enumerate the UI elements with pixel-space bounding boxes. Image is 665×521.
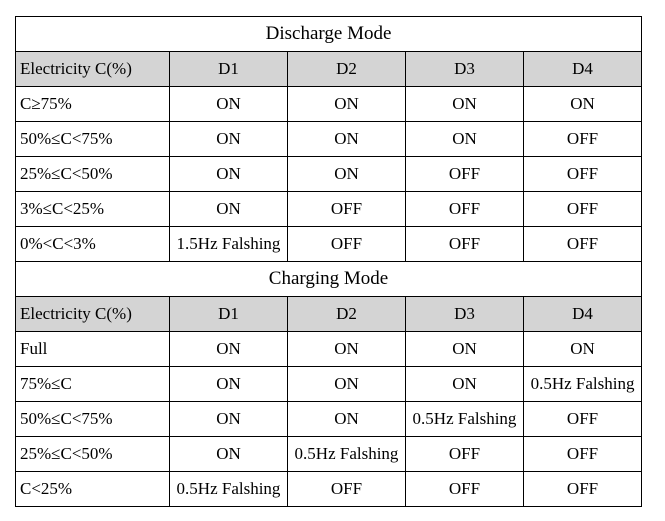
- table-cell: ON: [288, 402, 406, 437]
- row-label: 3%≤C<25%: [16, 192, 170, 227]
- table-cell: OFF: [288, 227, 406, 262]
- discharge-title-row: [16, 17, 642, 52]
- table-cell: 0.5Hz Falshing: [524, 367, 642, 402]
- table-cell: ON: [170, 332, 288, 367]
- row-label: C≥75%: [16, 87, 170, 122]
- table-cell: OFF: [406, 192, 524, 227]
- table-cell: ON: [288, 87, 406, 122]
- row-label: C<25%: [16, 472, 170, 507]
- row-label: 25%≤C<50%: [16, 157, 170, 192]
- table-cell: ON: [288, 122, 406, 157]
- table-row: [16, 157, 642, 192]
- table-row: [16, 192, 642, 227]
- table-cell: OFF: [524, 472, 642, 507]
- table-cell: ON: [406, 332, 524, 367]
- table-cell: ON: [170, 157, 288, 192]
- table-row: [16, 122, 642, 157]
- row-label: Full: [16, 332, 170, 367]
- row-label: 0%<C<3%: [16, 227, 170, 262]
- table-row: [16, 227, 642, 262]
- table-cell: ON: [406, 87, 524, 122]
- table-cell: ON: [170, 87, 288, 122]
- table-cell: ON: [406, 367, 524, 402]
- row-label: 50%≤C<75%: [16, 122, 170, 157]
- table-cell: OFF: [524, 192, 642, 227]
- table-cell: 1.5Hz Falshing: [170, 227, 288, 262]
- table-cell: ON: [170, 437, 288, 472]
- column-header-d2: D2: [288, 52, 406, 87]
- row-label: 75%≤C: [16, 367, 170, 402]
- column-header-electricity: Electricity C(%): [16, 297, 170, 332]
- table-cell: 0.5Hz Falshing: [170, 472, 288, 507]
- column-header-d2: D2: [288, 297, 406, 332]
- table-cell: 0.5Hz Falshing: [406, 402, 524, 437]
- table-cell: ON: [170, 402, 288, 437]
- table-cell: ON: [170, 122, 288, 157]
- table-cell: OFF: [288, 192, 406, 227]
- table-cell: ON: [170, 367, 288, 402]
- table-cell: OFF: [524, 157, 642, 192]
- mode-table: [15, 16, 642, 507]
- table-cell: OFF: [406, 227, 524, 262]
- table-cell: 0.5Hz Falshing: [288, 437, 406, 472]
- charging-header-row: [16, 297, 642, 332]
- table-row: [16, 332, 642, 367]
- table-cell: OFF: [406, 437, 524, 472]
- discharge-mode-title: Discharge Mode: [16, 17, 642, 52]
- column-header-d1: D1: [170, 297, 288, 332]
- table-cell: OFF: [406, 472, 524, 507]
- column-header-d1: D1: [170, 52, 288, 87]
- table-cell: ON: [524, 87, 642, 122]
- table-cell: ON: [288, 332, 406, 367]
- row-label: 25%≤C<50%: [16, 437, 170, 472]
- table-cell: ON: [288, 157, 406, 192]
- charging-title-row: [16, 262, 642, 297]
- column-header-d3: D3: [406, 297, 524, 332]
- column-header-d4: D4: [524, 297, 642, 332]
- table-cell: OFF: [524, 227, 642, 262]
- table-row: [16, 402, 642, 437]
- column-header-d3: D3: [406, 52, 524, 87]
- column-header-d4: D4: [524, 52, 642, 87]
- table-row: [16, 472, 642, 507]
- table-cell: ON: [524, 332, 642, 367]
- table-cell: OFF: [524, 437, 642, 472]
- table-row: [16, 367, 642, 402]
- table-row: [16, 87, 642, 122]
- table-cell: OFF: [406, 157, 524, 192]
- column-header-electricity: Electricity C(%): [16, 52, 170, 87]
- charging-mode-title: Charging Mode: [16, 262, 642, 297]
- table-cell: ON: [170, 192, 288, 227]
- table-cell: OFF: [288, 472, 406, 507]
- table-cell: ON: [406, 122, 524, 157]
- discharge-header-row: [16, 52, 642, 87]
- row-label: 50%≤C<75%: [16, 402, 170, 437]
- table-cell: ON: [288, 367, 406, 402]
- table-cell: OFF: [524, 402, 642, 437]
- table-cell: OFF: [524, 122, 642, 157]
- table-row: [16, 437, 642, 472]
